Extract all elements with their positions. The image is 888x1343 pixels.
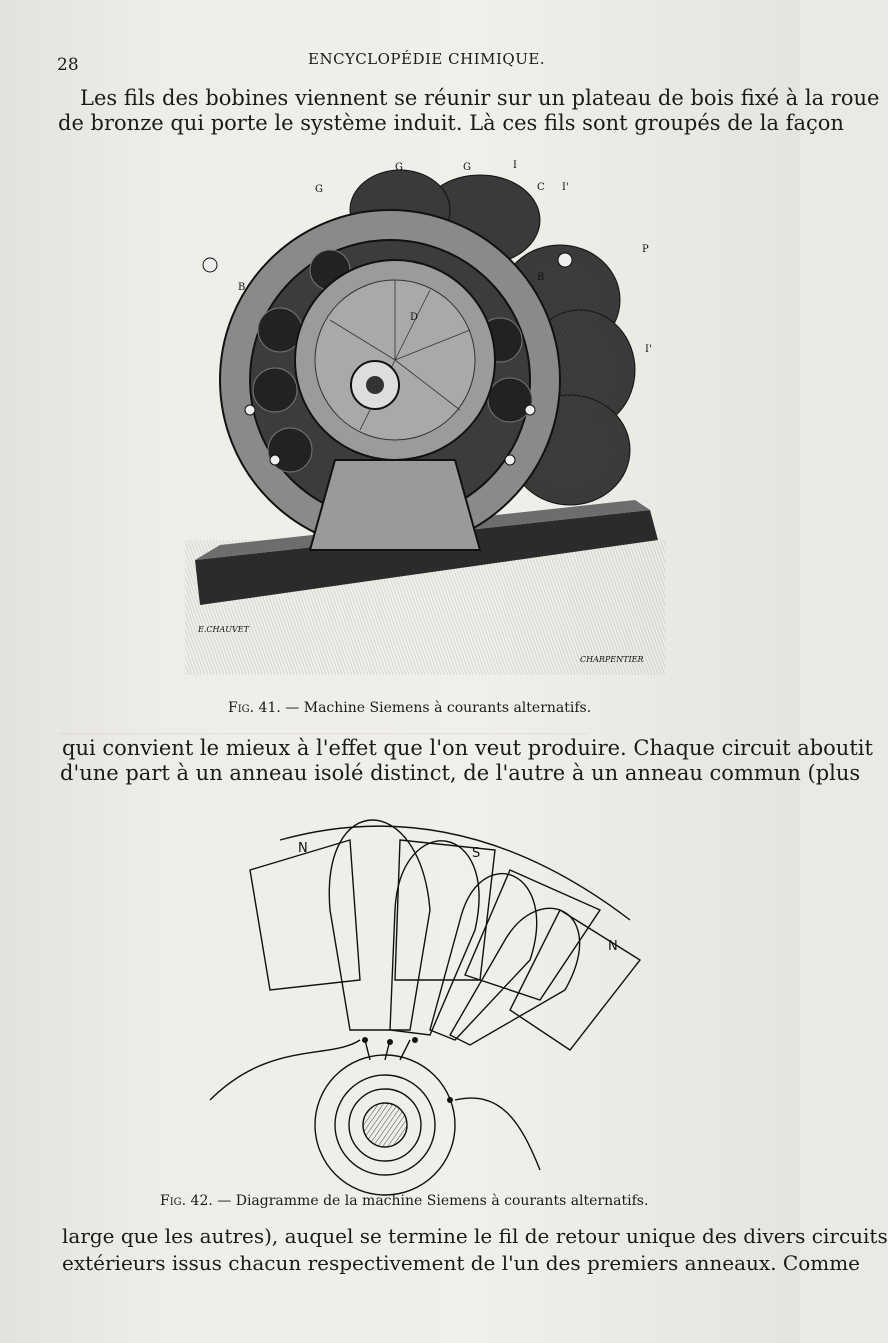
body-line-5: large que les autres), auquel se termine le fil de retour unique des divers circuits: [62, 1224, 888, 1248]
fig41-label-c: C: [537, 182, 545, 193]
fig41-label-i: I: [513, 160, 517, 171]
figure-41-engraving: [180, 160, 680, 680]
figure-41-caption-number: Fig. 41.: [228, 700, 281, 716]
running-title: ENCYCLOPÉDIE CHIMIQUE.: [308, 50, 546, 68]
body-line-6: extérieurs issus chacun respectivement de l'un des premiers anneaux. Comme: [62, 1251, 861, 1275]
page-number: 28: [57, 55, 79, 75]
figure-42-caption-number: Fig. 42.: [160, 1193, 213, 1209]
body-line-2: de bronze qui porte le système induit. Là ces fils sont groupés de la façon: [58, 111, 844, 135]
fig42-label-n2: N: [608, 939, 618, 954]
bleed-through-text: ______________________________________________________________: [60, 715, 587, 735]
engraver-signature-right: CHARPENTIER: [580, 655, 644, 664]
figure-41-caption-text: — Machine Siemens à courants alternatifs.: [285, 700, 592, 716]
fig41-label-g2: G: [395, 162, 403, 173]
figure-42-caption-text: — Diagramme de la machine Siemens à courants alternatifs.: [217, 1193, 649, 1209]
figure-42-diagram: [210, 800, 670, 1180]
body-line-4: d'une part à un anneau isolé distinct, de l'autre à un anneau commun (plus: [60, 761, 861, 785]
fig41-label-b2: B: [537, 272, 545, 283]
fig41-label-iprime2: I': [645, 344, 652, 355]
fig41-label-g1: G: [315, 184, 323, 195]
body-line-3: qui convient le mieux à l'effet que l'on veut produire. Chaque circuit aboutit: [62, 736, 873, 760]
figure-41-caption: [228, 700, 591, 716]
fig42-label-n1: N: [298, 841, 308, 856]
fig41-label-g3: G: [463, 162, 471, 173]
fig41-label-b1: B: [238, 282, 246, 293]
fig41-label-d: D: [410, 312, 419, 323]
fig42-label-s: S: [472, 846, 481, 861]
figure-42-caption: [160, 1193, 648, 1209]
fig41-label-p: P: [642, 244, 649, 255]
body-line-1: Les fils des bobines viennent se réunir sur un plateau de bois fixé à la roue: [80, 86, 880, 110]
engraver-signature-left: E.CHAUVET: [198, 625, 249, 634]
fig41-label-iprime: I': [562, 182, 569, 193]
